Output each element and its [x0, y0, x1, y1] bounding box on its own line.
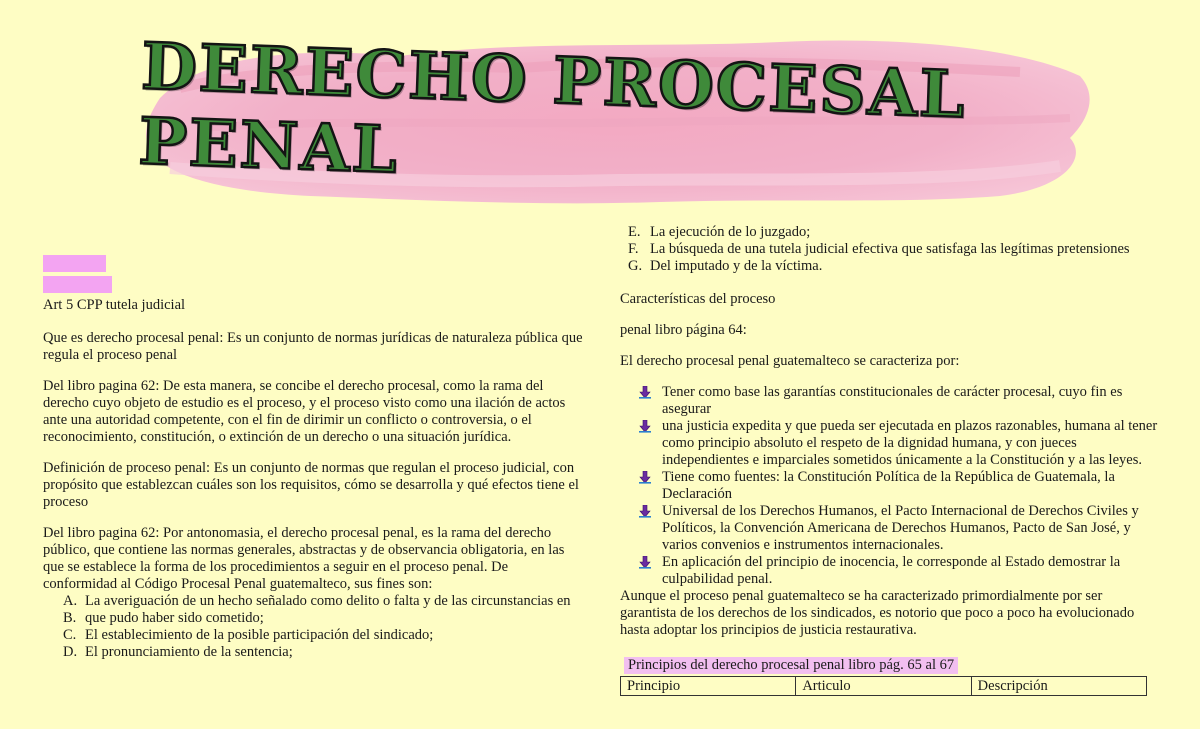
- table-header-principio: Principio: [621, 677, 796, 696]
- list-item: F. La búsqueda de una tutela judicial efectiva que satisfaga las legítimas pretensiones: [628, 241, 1130, 257]
- book-quote-paragraph: Del libro pagina 62: De esta manera, se concibe el derecho procesal, como la rama del derecho cuyo objeto de estudio es el proceso, y el proceso visto como una ilación de actos ante una autoridad competente, con el fin de dirimir un conflicto o controversia, o el reconocimiento, constitución, o extinción de un derecho o una situación jurídica.: [43, 378, 566, 445]
- highlight-date: 11/07/2022: [45, 276, 111, 292]
- right-column: [620, 224, 1160, 696]
- list-item: B. que pudo haber sido cometido;: [63, 610, 264, 626]
- arrow-bullet-icon: [638, 554, 662, 588]
- process-definition-paragraph: Definición de proceso penal: Es un conjunto de normas que regulan el proceso judicial, con propósito que establezcan cuáles son los requisitos, cómo se desarrolla y qué efectos tiene el proceso: [43, 460, 579, 510]
- highlight-class-label: CLASE 1: [45, 255, 105, 271]
- characteristics-heading: Características del proceso: [620, 291, 776, 307]
- characteristics-intro: El derecho procesal penal guatemalteco se caracteriza por:: [620, 353, 960, 369]
- table-header-descripcion: Descripción: [971, 677, 1146, 696]
- principles-heading: Principios del derecho procesal penal libro pág. 65 al 67: [624, 657, 958, 674]
- list-item: A. La averiguación de un hecho señalado como delito o falta y de las circunstancias en: [63, 593, 571, 609]
- fines-list: [63, 593, 583, 661]
- article-reference: Art 5 CPP tutela judicial: [43, 297, 186, 313]
- list-item: Tener como base las garantías constitucionales de carácter procesal, cuyo fin es asegurar: [638, 384, 1160, 418]
- characteristics-list: [638, 384, 1160, 588]
- principles-table: [620, 676, 1147, 696]
- list-item: G. Del imputado y de la víctima.: [628, 258, 823, 274]
- title-banner: [137, 28, 1100, 208]
- definition-paragraph: Que es derecho procesal penal: Es un conjunto de normas jurídicas de naturaleza pública que regula el proceso penal: [43, 330, 583, 363]
- restorative-justice-paragraph: Aunque el proceso penal guatemalteco se ha caracterizado primordialmente por ser garantista de los derechos de los sindicados, es notorio que poco a poco ha evolucionado hasta adoptar los principios de justicia restaurativa.: [620, 588, 1135, 638]
- book-quote-paragraph-2: Del libro pagina 62: Por antonomasia, el derecho procesal penal, es la rama del derecho público, que contiene las normas generales, abstractas y de observancia obligatoria, en las que se establece la forma de los procedimientos a seguir en el proceso penal. De conformidad al Código Procesal Penal guatemalteco, sus fines son:: [43, 525, 565, 592]
- list-item: C. El establecimiento de la posible participación del sindicado;: [63, 627, 434, 643]
- arrow-bullet-icon: [638, 503, 662, 554]
- arrow-bullet-icon: [638, 418, 662, 469]
- list-item: Universal de los Derechos Humanos, el Pacto Internacional de Derechos Civiles y Políticos, la Convención Americana de Derechos Humanos, Pacto de San José, y varios convenios e instrumentos internacionales.: [638, 503, 1160, 554]
- arrow-bullet-icon: [638, 384, 662, 418]
- list-item: Tiene como fuentes: la Constitución Política de la República de Guatemala, la Declaración: [638, 469, 1160, 503]
- list-item: En aplicación del principio de inocencia, le corresponde al Estado demostrar la culpabilidad penal.: [638, 554, 1160, 588]
- left-column: [43, 255, 583, 661]
- fines-list-continued: [628, 224, 1160, 275]
- page-title: DERECHO PROCESAL PENAL: [137, 29, 968, 189]
- table-header-row: [621, 677, 1147, 696]
- list-item: D. El pronunciamiento de la sentencia;: [63, 644, 293, 660]
- arrow-bullet-icon: [638, 469, 662, 503]
- table-header-articulo: Articulo: [796, 677, 971, 696]
- list-item: E. La ejecución de lo juzgado;: [628, 224, 811, 240]
- book-page-reference: penal libro página 64:: [620, 322, 747, 338]
- list-item: una justicia expedita y que pueda ser ejecutada en plazos razonables, humana al tener como principio absoluto el respeto de la dignidad humana, y con jueces independientes e imparciales sometidos únicamente a la Constitución y a las leyes.: [638, 418, 1160, 469]
